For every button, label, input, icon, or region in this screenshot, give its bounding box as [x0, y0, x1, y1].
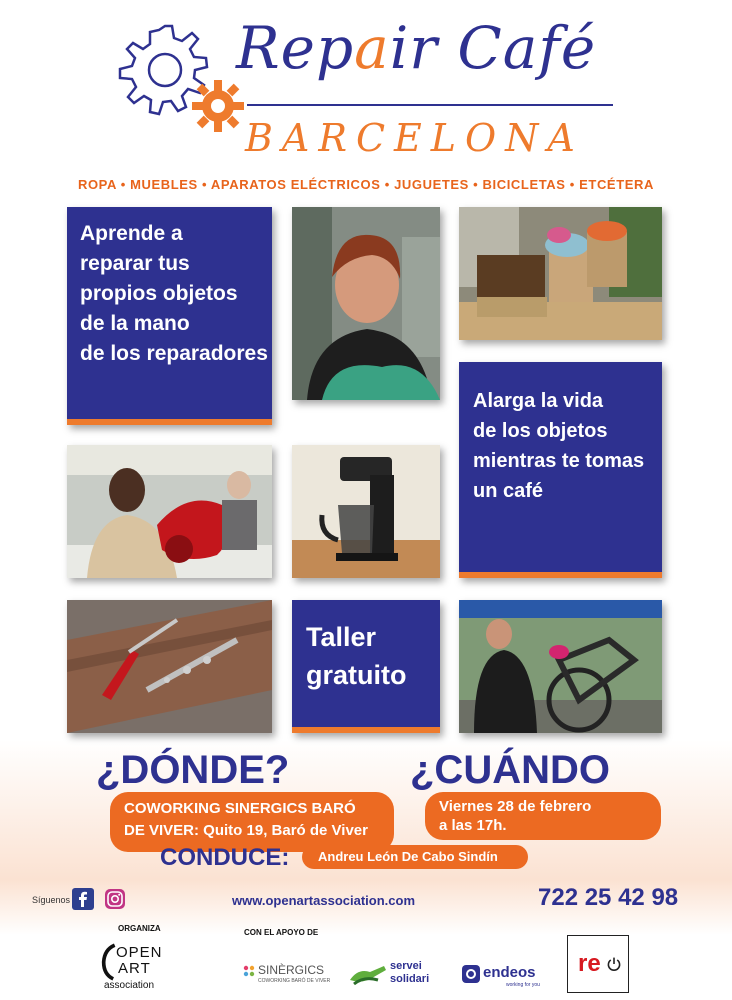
where-address-line: COWORKING SINERGICS BARÓ [124, 800, 356, 817]
when-heading: ¿CUÁNDO [410, 748, 610, 792]
servei-solidari-logo [348, 958, 438, 992]
when-datetime-line: Viernes 28 de febrero [439, 798, 592, 815]
where-address-line: DE VIVER: Quito 19, Baró de Viver [124, 822, 368, 839]
title-divider [247, 104, 613, 106]
tile-learn-line: propios objetos [80, 282, 238, 305]
when-datetime [425, 792, 661, 840]
where-address [110, 792, 394, 852]
organiza-label: ORGANIZA [118, 924, 161, 933]
tile-learn-line: de los reparadores [80, 342, 268, 365]
open-art-line: OPEN [116, 944, 163, 961]
open-art-line: ART [118, 960, 151, 977]
power-icon [606, 956, 622, 972]
page-subtitle: BARCELONA [245, 116, 584, 160]
sinergics-dots-icon [242, 964, 256, 978]
re-logo [567, 935, 629, 993]
open-art-line: association [104, 980, 155, 991]
photo-tools [67, 600, 272, 733]
phone-number: 722 25 42 98 [538, 884, 679, 911]
when-datetime-line: a las 17h. [439, 817, 507, 834]
conduce-name: Andreu León De Cabo Sindín [302, 845, 528, 869]
conduce-label: CONDUCE: [160, 844, 290, 871]
tile-learn [67, 207, 272, 425]
tile-extend-life [459, 362, 662, 578]
photo-woman-smiling [292, 207, 440, 400]
tile-extend-line: Alarga la vida [473, 390, 604, 412]
photo-sewing-boxes [459, 207, 662, 340]
photo-coffee-maker [292, 445, 440, 578]
hands-icon [348, 962, 388, 988]
open-art-logo [100, 938, 170, 994]
servei-text: servei [390, 960, 422, 972]
categories-line: ROPA • MUEBLES • APARATOS ELÉCTRICOS • JUGUETES • BICICLETAS • ETCÉTERA [77, 177, 654, 192]
website-link[interactable]: www.openartassociation.com [232, 893, 416, 908]
tile-learn-line: Aprende a [80, 222, 183, 245]
tile-learn-line: reparar tus [80, 252, 190, 275]
sinergics-logo [242, 962, 342, 990]
sinergics-subtitle: COWORKING BARÓ DE VIVER [258, 978, 331, 984]
solidari-text: solidari [390, 973, 430, 985]
instagram-icon[interactable] [104, 888, 126, 910]
photo-vacuum-repair [67, 445, 272, 578]
tile-free-line: gratuito [306, 660, 407, 690]
where-heading: ¿DÓNDE? [96, 748, 290, 792]
tile-free-line: Taller [306, 622, 377, 652]
photo-bike-repair [459, 600, 662, 733]
support-label: CON EL APOYO DE [244, 928, 319, 937]
tile-extend-line: un café [473, 480, 544, 502]
tile-extend-line: de los objetos [473, 420, 608, 442]
endeos-name: endeos [483, 964, 536, 981]
re-text: re [578, 950, 601, 977]
facebook-icon[interactable] [72, 888, 94, 910]
endeos-mark-icon [462, 965, 480, 983]
endeos-logo [462, 964, 552, 992]
follow-label: Síguenos [32, 895, 71, 905]
tile-free-workshop [292, 600, 440, 733]
endeos-subtitle: working for you [506, 982, 540, 988]
tile-extend-line: mientras te tomas [473, 450, 645, 472]
sinergics-name: SINÈRGICS [258, 963, 325, 977]
tile-learn-line: de la mano [80, 312, 190, 335]
page-title: Repair Café [236, 14, 597, 82]
